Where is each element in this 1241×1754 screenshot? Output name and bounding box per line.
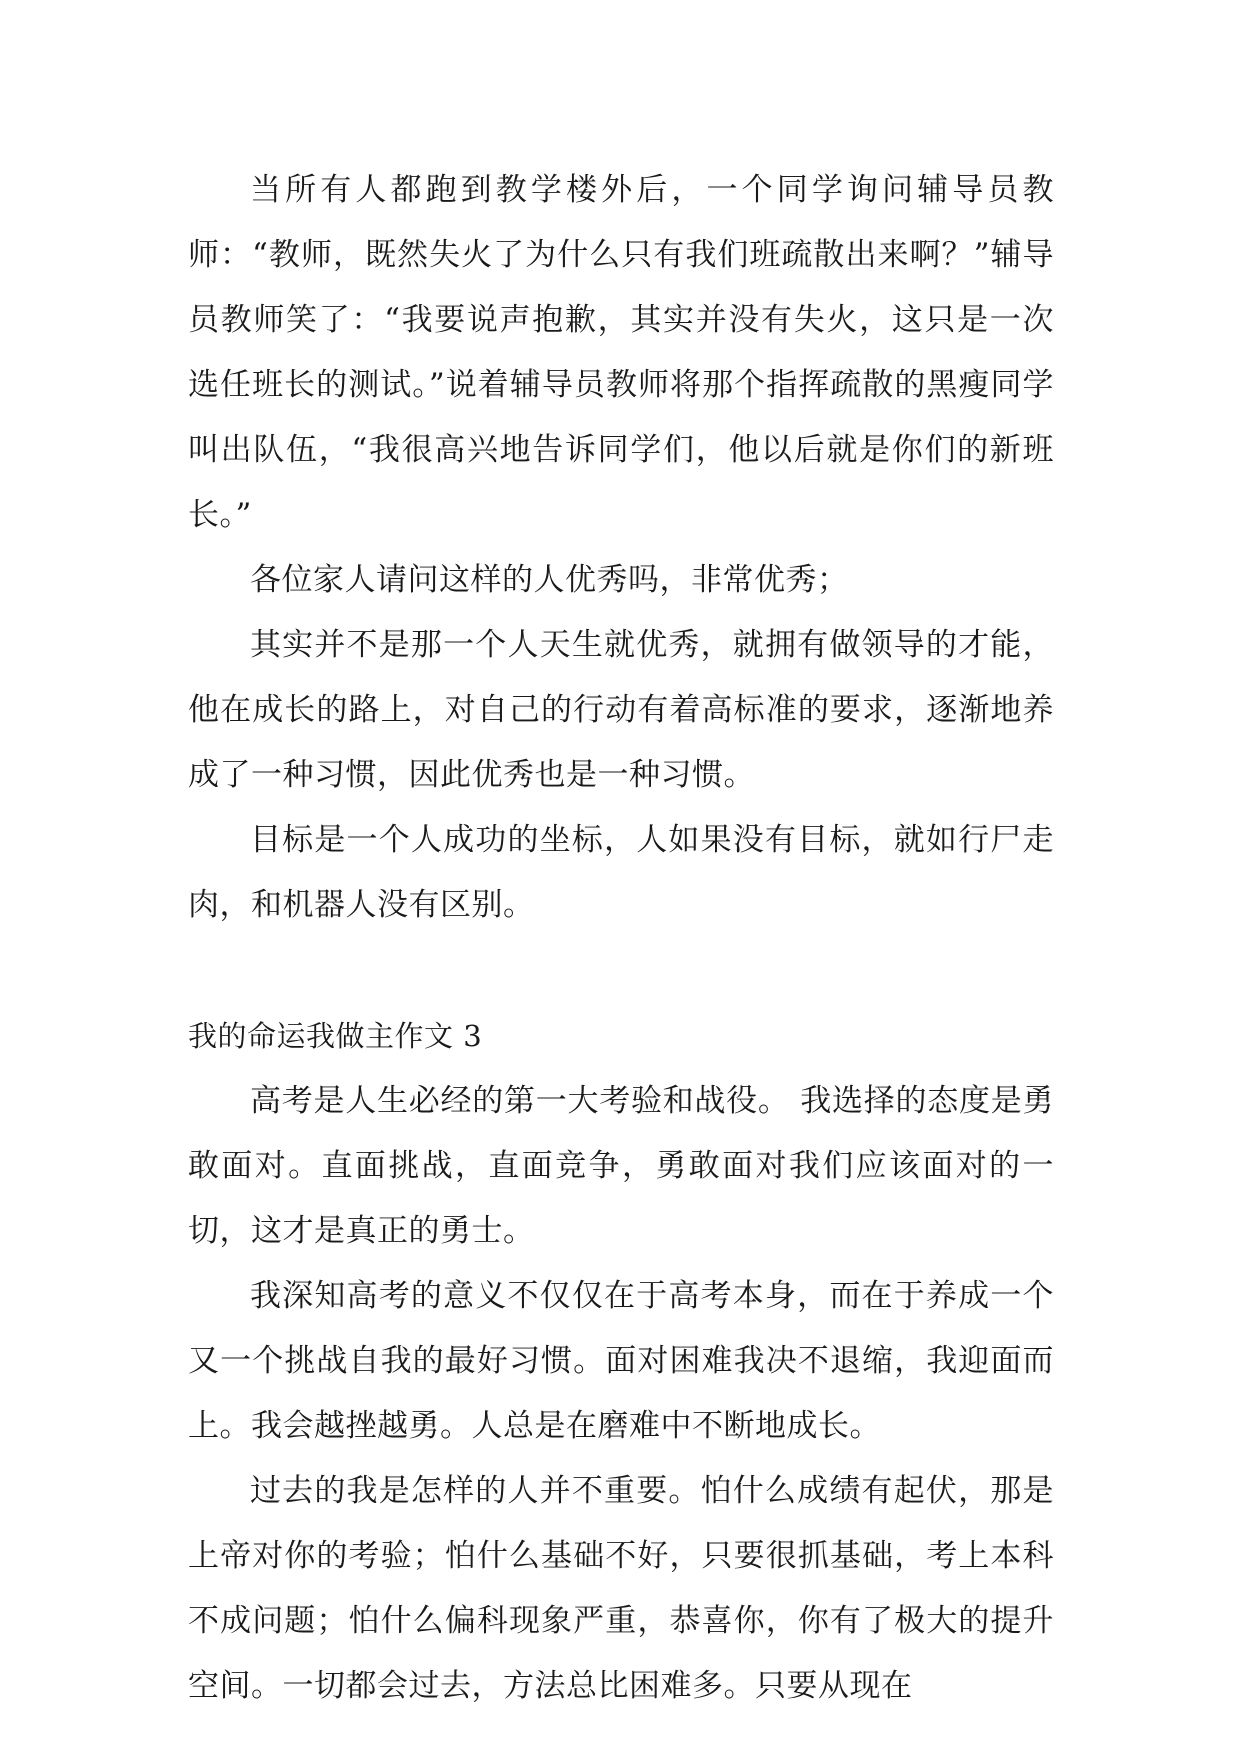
section-title: 我的命运我做主作文 3 (188, 1019, 483, 1053)
document-page (188, 158, 1054, 1719)
paragraph: 其实并不是那一个人天生就优秀，就拥有做领导的才能，他在成长的路上，对自己的行动有着高标准的要求，逐渐地养成了一种习惯，因此优秀也是一种习惯。 (188, 627, 1054, 793)
paragraph: 各位家人请问这样的人优秀吗，非常优秀； (250, 562, 849, 598)
paragraph: 过去的我是怎样的人并不重要。怕什么成绩有起伏，那是上帝对你的考验；怕什么基础不好，只要很抓基础，考上本科不成问题；怕什么偏科现象严重，恭喜你，你有了极大的提升空间。一切都会过去，方法总比困难多。只要从现在 (188, 1473, 1054, 1704)
paragraph: 高考是人生必经的第一大考验和战役。 我选择的态度是勇敢面对。直面挑战，直面竞争，勇敢面对我们应该面对的一切，这才是真正的勇士。 (188, 1083, 1054, 1249)
paragraph: 我深知高考的意义不仅仅在于高考本身，而在于养成一个又一个挑战自我的最好习惯。面对困难我决不退缩，我迎面而上。我会越挫越勇。人总是在磨难中不断地成长。 (188, 1278, 1054, 1444)
paragraph: 目标是一个人成功的坐标，人如果没有目标，就如行尸走肉，和机器人没有区别。 (188, 822, 1054, 923)
section-spacer (188, 938, 1054, 1004)
paragraph: 当所有人都跑到教学楼外后，一个同学询问辅导员教师：“教师，既然失火了为什么只有我们班疏散出来啊？”辅导员教师笑了：“我要说声抱歉，其实并没有失火，这只是一次选任班长的测试。”说着辅导员教师将那个指挥疏散的黑瘦同学叫出队伍，“我很高兴地告诉同学们，他以后就是你们的新班长。” (188, 172, 1054, 533)
